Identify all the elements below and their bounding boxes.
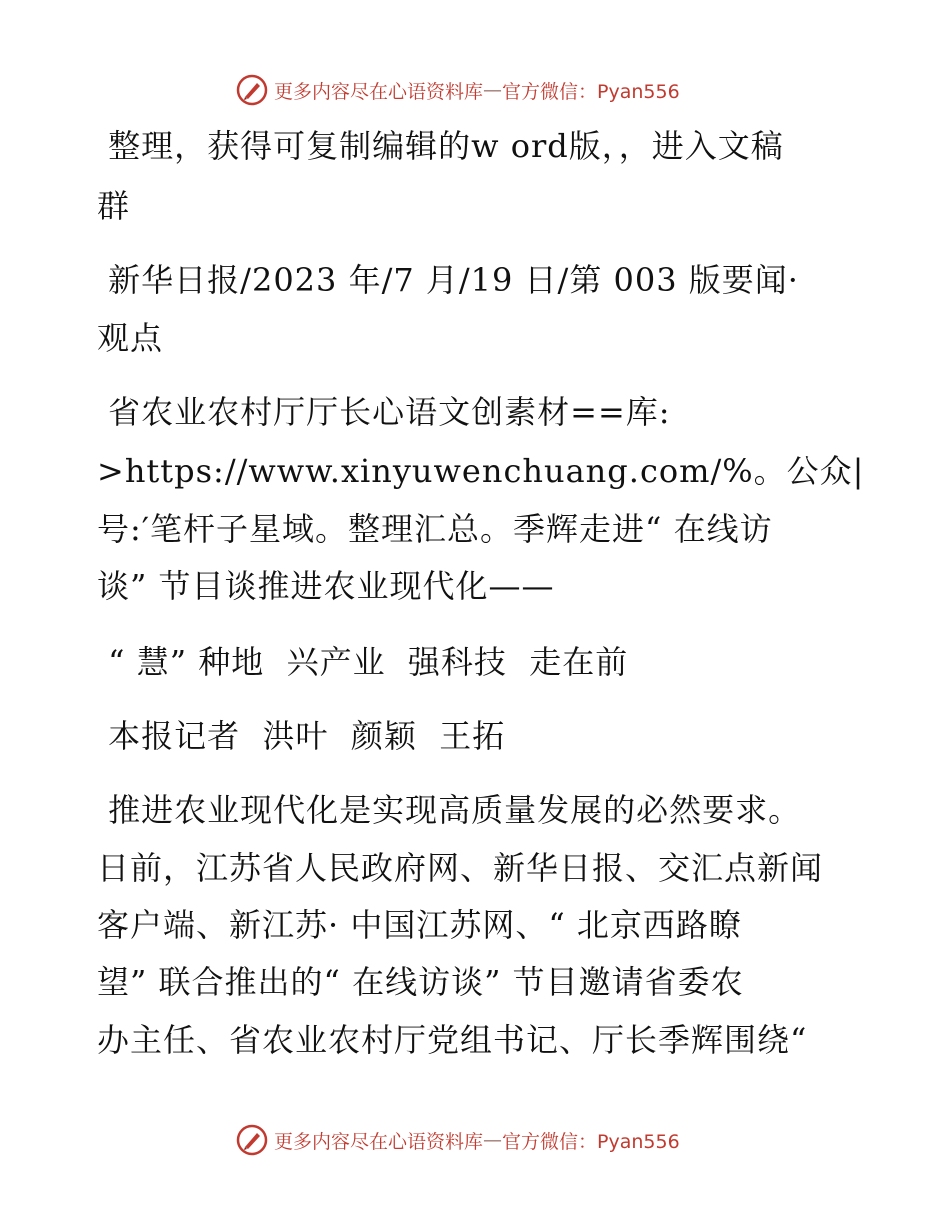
watermark-separator: — bbox=[483, 79, 503, 101]
watermark-separator: — bbox=[483, 1129, 503, 1151]
header-watermark bbox=[236, 72, 756, 108]
text-line: 观点 bbox=[97, 319, 164, 357]
watermark-contact: 官方微信：Pyan556 bbox=[502, 1130, 680, 1153]
watermark-title: 更多内容尽在心语资料库 bbox=[274, 1130, 484, 1153]
text-line: 客户端、新江苏· 中国江苏网、“ 北京西路瞭 bbox=[97, 906, 742, 944]
text-line: 办主任、省农业农村厅党组书记、厅长季辉围绕“ bbox=[97, 1021, 808, 1059]
text-line: 新华日报/2023 年/7 月/19 日/第 003 版要闻· bbox=[97, 261, 799, 299]
text-line: 望” 联合推出的“ 在线访谈” 节目邀请省委农 bbox=[97, 963, 744, 1001]
text-line: 推进农业现代化是实现高质量发展的必然要求。 bbox=[97, 791, 802, 829]
pen-logo-icon bbox=[236, 74, 268, 106]
text-line: >https://www.xinyuwenchuang.com/%。公众| bbox=[97, 452, 865, 490]
pen-logo-icon bbox=[236, 1124, 268, 1156]
watermark-contact: 官方微信：Pyan556 bbox=[502, 80, 680, 103]
text-line: 本报记者 洪叶 颜颖 王拓 bbox=[97, 717, 506, 755]
text-line: “ 慧” 种地 兴产业 强科技 走在前 bbox=[97, 643, 629, 681]
text-line: 省农业农村厅厅长心语文创素材==库: bbox=[97, 393, 671, 431]
footer-watermark bbox=[236, 1122, 756, 1158]
watermark-title: 更多内容尽在心语资料库 bbox=[274, 80, 484, 103]
text-line: 日前，江苏省人民政府网、新华日报、交汇点新闻 bbox=[97, 849, 824, 887]
text-line: 群 bbox=[97, 187, 131, 225]
text-line: 整理，获得可复制编辑的w ord版，，进入文稿 bbox=[97, 127, 784, 165]
text-line: 号:′笔杆子星域。整理汇总。季辉走进“ 在线访 bbox=[97, 510, 773, 548]
text-line: 谈” 节目谈推进农业现代化—— bbox=[97, 567, 555, 605]
